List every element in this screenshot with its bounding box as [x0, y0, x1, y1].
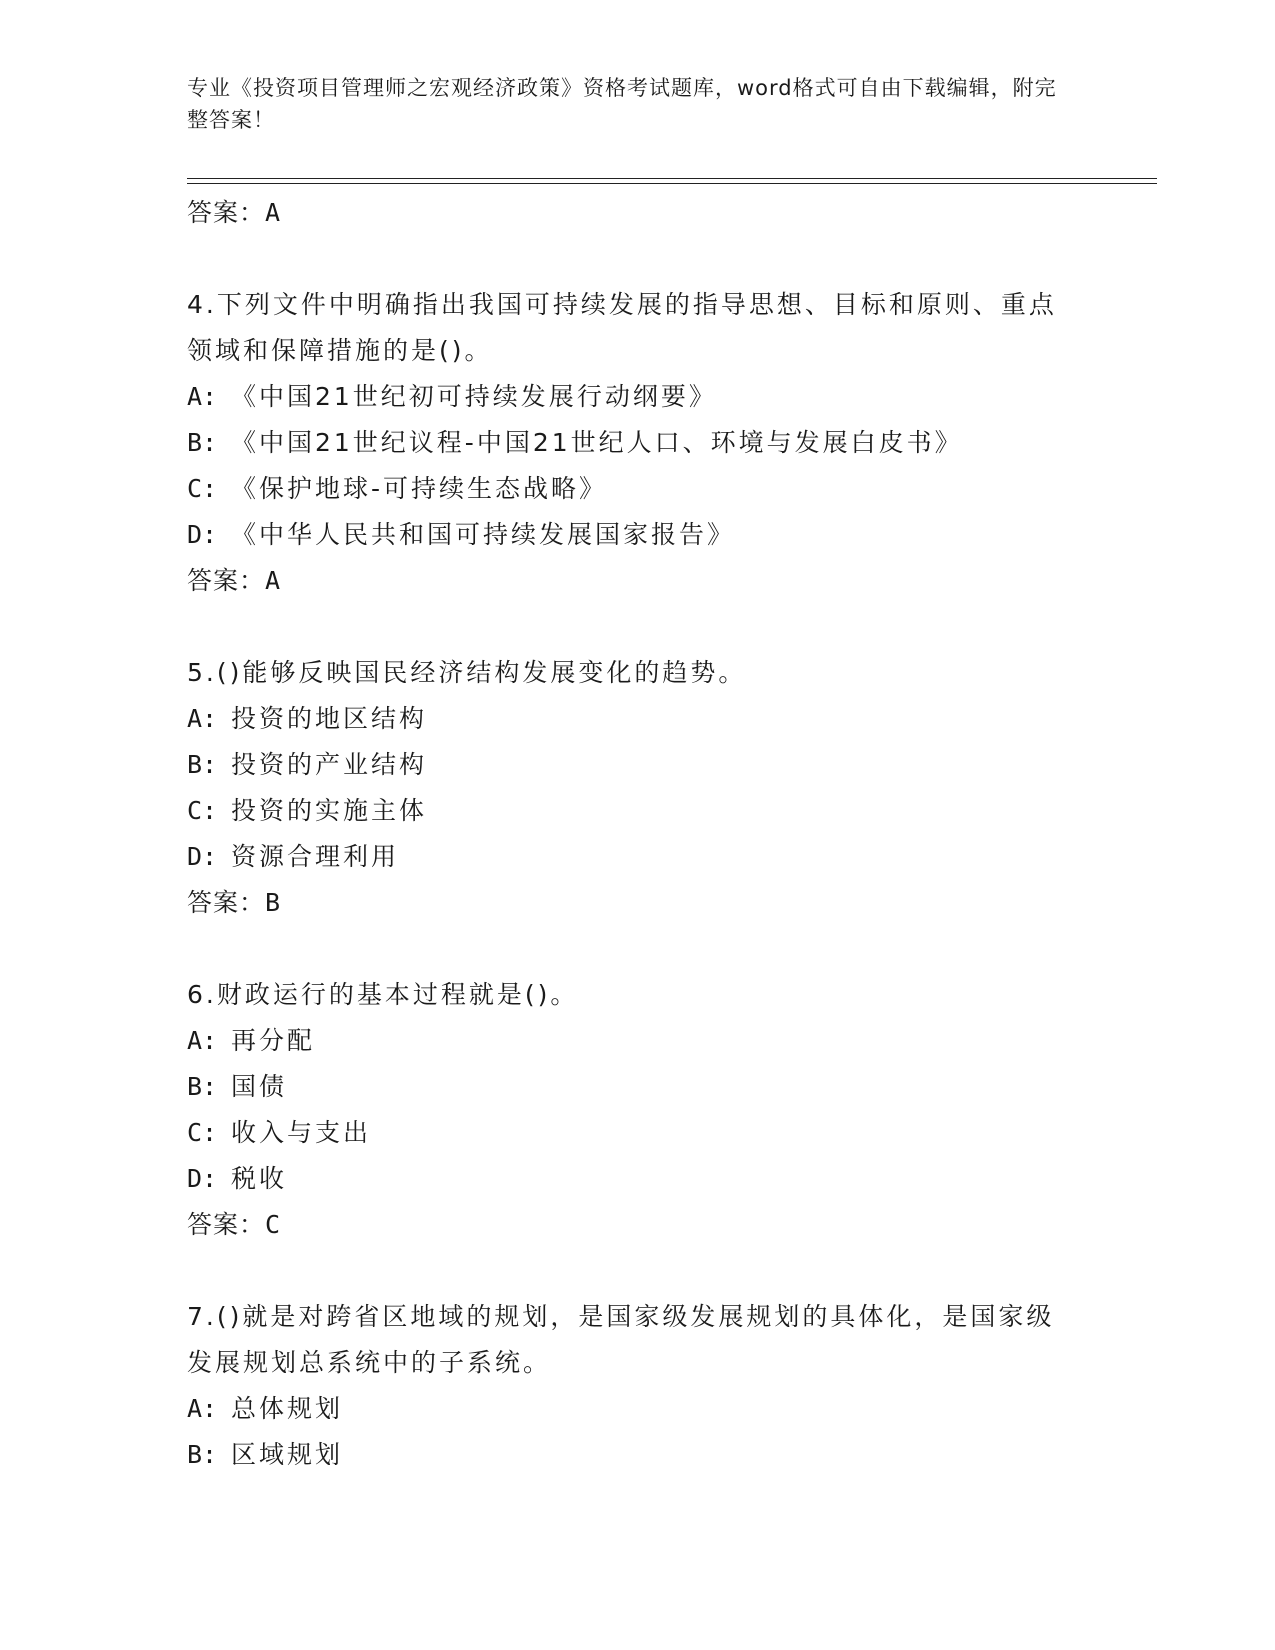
- spacer: [187, 926, 1067, 972]
- spacer: [187, 1248, 1067, 1294]
- option-text: 税收: [231, 1164, 288, 1193]
- question-stem: 4.下列文件中明确指出我国可持续发展的指导思想、目标和原则、重点领域和保障措施的是()。: [187, 290, 1057, 365]
- answer-label: 答案：: [187, 567, 266, 595]
- option-text: 国债: [231, 1072, 288, 1101]
- answer-line: [187, 1202, 1067, 1248]
- option-d: [187, 1156, 1067, 1202]
- header-divider: [187, 178, 1157, 179]
- option-text: 区域规划: [231, 1440, 344, 1469]
- option-d: [187, 834, 1067, 880]
- option-letter: D:: [187, 842, 218, 871]
- option-text: 《中国21世纪初可持续发展行动纲要》: [231, 382, 717, 411]
- option-text: 再分配: [231, 1026, 316, 1055]
- question-stem: 7.()就是对跨省区地域的规划，是国家级发展规划的具体化，是国家级发展规划总系统中的子系统。: [187, 1302, 1055, 1377]
- option-text: 投资的产业结构: [231, 750, 428, 779]
- option-letter: A:: [187, 382, 218, 411]
- option-text: 总体规划: [231, 1394, 344, 1423]
- answer-line: [187, 880, 1067, 926]
- option-text: 投资的地区结构: [231, 704, 428, 733]
- option-letter: D:: [187, 520, 218, 549]
- option-c: [187, 466, 1067, 512]
- option-a: [187, 1386, 1067, 1432]
- option-letter: A:: [187, 704, 218, 733]
- question-stem: 6.财政运行的基本过程就是()。: [187, 980, 579, 1009]
- question-block: [187, 1294, 1067, 1478]
- question-block: [187, 282, 1067, 604]
- option-b: [187, 742, 1067, 788]
- question-stem: 5.()能够反映国民经济结构发展变化的趋势。: [187, 658, 747, 687]
- option-text: 资源合理利用: [231, 842, 400, 871]
- option-letter: A:: [187, 1394, 218, 1423]
- option-d: [187, 512, 1067, 558]
- option-letter: C:: [187, 796, 218, 825]
- question-block: [187, 972, 1067, 1248]
- option-text: 《中华人民共和国可持续发展国家报告》: [231, 520, 736, 549]
- option-text: 《保护地球-可持续生态战略》: [231, 474, 608, 503]
- option-a: [187, 696, 1067, 742]
- question-list: [187, 190, 1067, 1478]
- answer-value: A: [265, 198, 282, 227]
- option-c: [187, 1110, 1067, 1156]
- option-letter: C:: [187, 474, 218, 503]
- answer-label: 答案：: [187, 199, 266, 227]
- option-b: [187, 1432, 1067, 1478]
- page-header: 专业《投资项目管理师之宏观经济政策》资格考试题库，word格式可自由下载编辑，附完整答案！: [187, 76, 1057, 132]
- option-letter: B:: [187, 428, 218, 457]
- question-block: [187, 650, 1067, 926]
- option-text: 投资的实施主体: [231, 796, 428, 825]
- option-text: 《中国21世纪议程-中国21世纪人口、环境与发展白皮书》: [231, 428, 963, 457]
- answer-value: A: [265, 566, 282, 595]
- answer-value: C: [265, 1210, 282, 1239]
- option-c: [187, 788, 1067, 834]
- option-letter: B:: [187, 1440, 218, 1469]
- option-a: [187, 1018, 1067, 1064]
- answer-label: 答案：: [187, 1211, 266, 1239]
- answer-value: B: [265, 888, 282, 917]
- option-a: [187, 374, 1067, 420]
- option-letter: C:: [187, 1118, 218, 1147]
- option-letter: A:: [187, 1026, 218, 1055]
- answer-label: 答案：: [187, 889, 266, 917]
- option-letter: D:: [187, 1164, 218, 1193]
- answer-line: [187, 558, 1067, 604]
- option-letter: B:: [187, 750, 218, 779]
- option-letter: B:: [187, 1072, 218, 1101]
- option-b: [187, 420, 1067, 466]
- option-b: [187, 1064, 1067, 1110]
- spacer: [187, 236, 1067, 282]
- answer-line: [187, 190, 1067, 236]
- header-divider-secondary: [187, 183, 1157, 184]
- spacer: [187, 604, 1067, 650]
- option-text: 收入与支出: [231, 1118, 372, 1147]
